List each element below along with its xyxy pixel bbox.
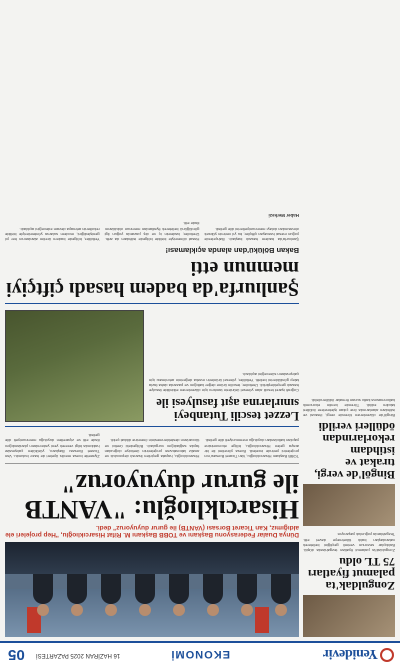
harvest-photo (5, 310, 144, 422)
story-text: Coğrafi işaret tescili alan yöresel ürünlerin tanıtımı için düzenlenen etkinlikte fasulye hasadı gerçekleştirildi. Üreticiler, tescilin ürüne değer kattığını ve pazarda daha fazla talep gördüklerini belirtti. Yetkililer, yöresel ürünlerin marka değerinin artırılması için çalışmaların süreceğini açıkladı. (149, 372, 299, 393)
left-story-bingol (303, 397, 395, 526)
second-story (5, 213, 299, 304)
left-story-palamut (303, 532, 395, 637)
newspaper-logo (323, 645, 394, 662)
main-deck-rule (5, 463, 299, 467)
main-body-columns (5, 433, 299, 459)
story-text: Bingöl'de düzenlenen törende vergi, ihracat ve istihdam alanlarında öne çıkan işletmelere ödülleri takdim edildi. Törende kentin ekonomik kalkınmasına katkı sunan firmalar ödüllendirildi. (303, 397, 395, 419)
logo-icon (380, 648, 394, 662)
body-column: Yetkililer, bölgede badem üretim alanlarının her yıl genişlediğini, modern sulama yöntemleriyle birlikte rekoltenin artmaya devam edeceğini açıkladı. (4, 226, 100, 242)
second-headline: Şanlıurfa'da badem hasadı çiftçiyi memnun etti (6, 256, 299, 300)
tesis-story (5, 310, 299, 427)
main-headline: Hisarcıklıoğlu: "VANTB ile gurur duyuyoruz" (24, 469, 299, 524)
page-header (0, 641, 400, 665)
section-title: EKONOMİ (170, 648, 230, 660)
story-headline: Lezzet tescili Tutanbeyi sınırlarına aşıt fasulyesi ile (156, 395, 299, 423)
logo-text: Yenidevir (323, 646, 378, 661)
body-column: Hasat dönemiyle birlikte bölgede istihdam da arttı. Üreticiler, bademin iç ve dış pazarda yoğun ilgi gördüğünü belirterek fiyatlardan memnun olduklarını ifade etti. (104, 221, 200, 242)
award-ceremony-photo (303, 484, 395, 526)
page-number: 05 (8, 646, 25, 663)
body-column: Ziyarette borsa meclis üyeleri de hazır bulundu. Van Ticaret Borsası Başkanı, yürütülen çalışmalar hakkında bilgi vererek yeni yatırımların planlandığını ifade etti ve ziyaretten duyduğu memnuniyeti dile getirdi. (4, 433, 100, 459)
meeting-photo (5, 542, 299, 637)
meeting-table (5, 542, 299, 574)
story-text: Zonguldak'ta palamut fiyatları tezgahlarda düştü. Balıkçılar sezonun verimli geçtiğini belirterek vatandaşları balık tüketmeye davet etti. Tezgahlarda yoğunluk yaşanıyor. (303, 532, 395, 553)
left-column (303, 6, 395, 637)
fish-market-photo (303, 595, 395, 637)
page-date: 16 HAZİRAN 2025 PAZARTESİ (36, 652, 121, 658)
byline: Haber Merkezi (268, 213, 299, 219)
main-column (5, 6, 299, 637)
body-column: Hisarcıklıoğlu, hayata geçirilen lisanslı depoculuk ve analiz laboratuvarı projelerinin üreticiye doğrudan fayda sağladığını vurguladı. Bölgedeki üretici ve tüccarların desteklenmesinin önemine dikkat çekti. (104, 438, 200, 459)
second-body-columns (5, 221, 299, 242)
story-headline: Zonguldak'ta palamut fiyatları 75 TL oldu (308, 555, 395, 593)
flag-icon (255, 607, 269, 633)
body-column: Şanlıurfa'da badem hasadı başladı. Bahçelerde yoğun mesai harcayan çiftçiler, bu yıl verimin yüksek olmasından dolayı memnuniyetlerini dile getirdi. (204, 226, 299, 242)
tesis-text-column (149, 310, 299, 422)
body-column: TOBB Başkanı Hisarcıklıoğlu, Van Ticaret Borsası'nın projelerini yerinde inceledi. Borsa yönetimi ile bir araya gelen Hisarcıklıoğlu, bölge ekonomisine yapılan katkılardan duyduğu memnuniyeti dile getirdi. (204, 438, 299, 459)
main-kicker: Dünya Dualar Federasyonu Başkanı ve TOBB Başkanı M. Rifat Hisarcıklıoğlu, "Hep projeleri ele aldığımız, Kan Ticaret Borsası (VANTB) ile gurur duyuyoruz" dedi. (5, 524, 299, 538)
second-deck: Bakan Bölükü'dan alanda açıklaması! (165, 245, 299, 255)
story-headline: Bingöl'de vergi, tırakat ve istihdam rekorlarından ödülleri verildi (314, 420, 395, 483)
